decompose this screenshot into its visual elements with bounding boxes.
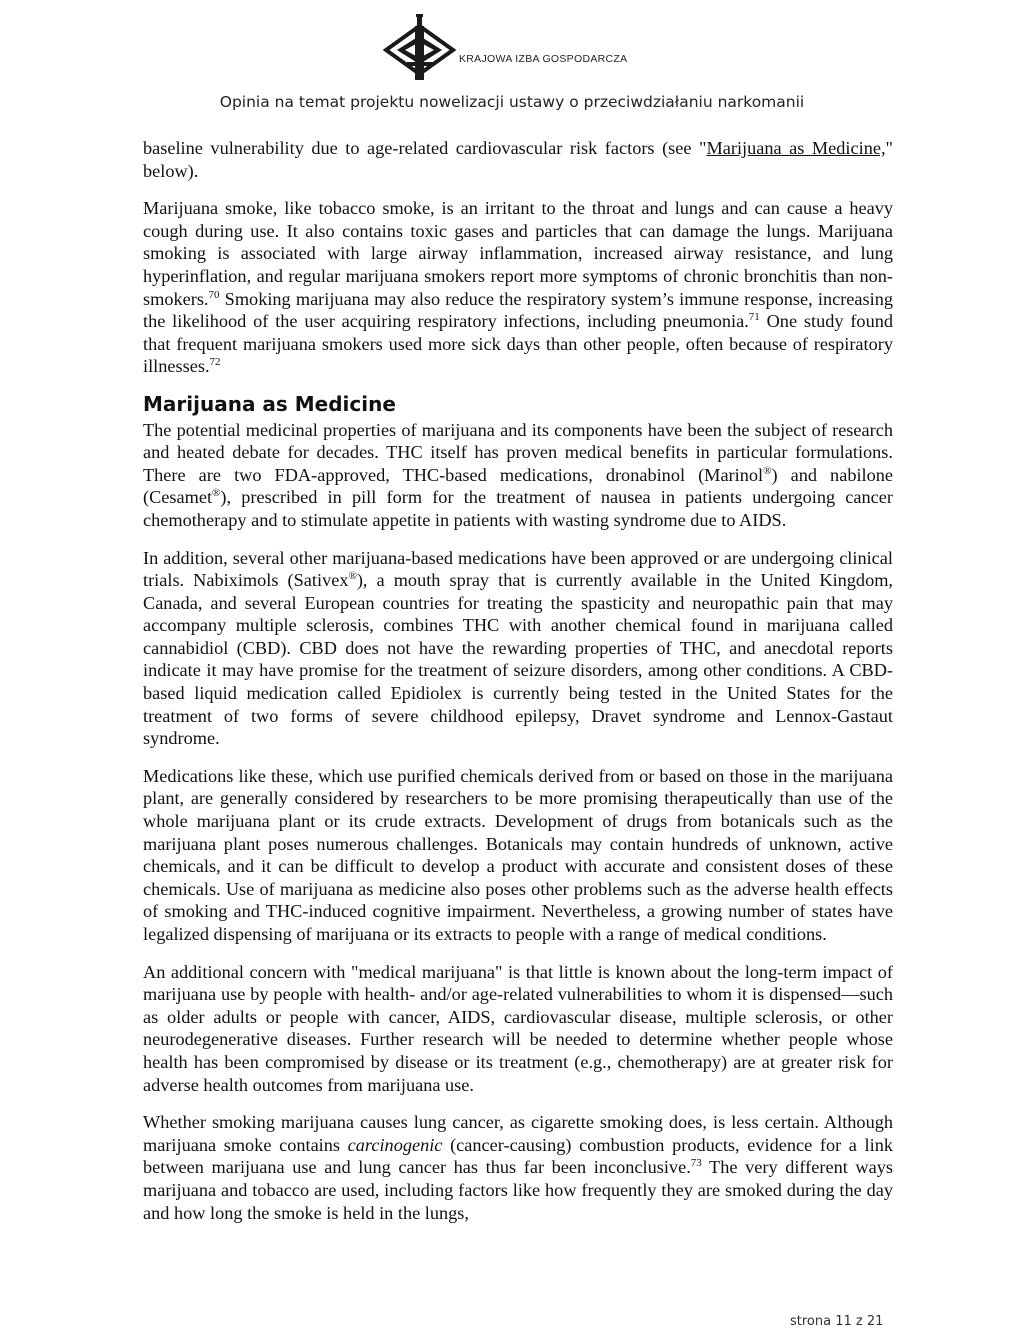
paragraph-1: baseline vulnerability due to age-related cardiovascular risk factors (see "Marijuana as Medicine," below). [143,138,893,181]
paragraph-3: The potential medicinal properties of marijuana and its components have been the subject of research and heated debate for decades. THC itself has proven medical benefits in particular formulations. There are two FDA-approved, THC-based medications, dronabinol (Marinol®) and nabilone (Cesamet®), prescribed in pill form for the treatment of nausea in patients undergoing cancer chemotherapy and to stimulate appetite in patients with wasting syndrome due to AIDS. [143,419,894,530]
registered-mark: ® [212,487,221,500]
footnote-ref: 70 [208,288,220,301]
footnote-ref: 72 [209,356,221,369]
section-heading: Marijuana as Medicine [143,391,396,416]
paragraph-6: An additional concern with "medical marijuana" is that little is known about the long-term impact of marijuana use by people with health- and/or age-related vulnerabilities to whom it is dispensed—such as older adults or people with cancer, AIDS, cardiovascular disease, multiple sclerosis, or other neurodegenerative diseases. Further research will be needed to determine whether people whose health has been compromised by disease or its treatment (e.g., chemotherapy) are at greater risk for adverse health outcomes from marijuana use. [143,961,893,1095]
organization-name: KRAJOWA IZBA GOSPODARCZA [459,53,628,65]
emphasized-term: carcinogenic [347,1134,443,1155]
paragraph-4: In addition, several other marijuana-based medications have been approved or are undergoing clinical trials. Nabiximols (Sativex®), a mouth spray that is currently available in the United Kingdom, Canada, and several European countries for treating the spasticity and neuropathic pain that may accompany multiple sclerosis, combines THC with another chemical found in marijuana called cannabidiol (CBD). CBD does not have the rewarding properties of THC, and anecdotal reports indicate it may have promise for the treatment of seizure disorders, among other conditions. A CBD-based liquid medication called Epidiolex is currently being tested in the United States for the treatment of two forms of severe childhood epilepsy, Dravet syndrome and Lennox-Gastaut syndrome. [143,547,894,749]
footnote-ref: 73 [690,1157,702,1170]
paragraph-2: Marijuana smoke, like tobacco smoke, is an irritant to the throat and lungs and can cause a heavy cough during use. It also contains toxic gases and particles that can damage the lungs. Marijuana smoking is associated with large airway inflammation, increased airway resistance, and lung hyperinflation, and regular marijuana smokers report more symptoms of chronic bronchitis than non-smokers.$^{70}$ Smoking marijuana may also reduce the respiratory system’s immune response, increasing the likelihood of the user acquiring respiratory infections, including pneumonia.$^{71}$ One study found that frequent marijuana smokers used more sick days than other people, often because of respiratory illnesses.$^{72}$ [143,198,893,377]
kig-emblem-icon [383,12,457,82]
registered-mark: ® [763,464,772,477]
footnote-ref: 71 [748,311,760,324]
page-number: strona 11 z 21 [790,1314,884,1329]
section-reference-link[interactable]: Marijuana as Medicine, [706,138,886,158]
page-header [0,0,1024,120]
registered-mark: ® [348,570,357,583]
document-body [143,137,893,1239]
document-subtitle: Opinia na temat projektu nowelizacji ustawy o przeciwdziałaniu narkomanii [219,93,805,111]
paragraph-5: Medications like these, which use purified chemicals derived from or based on those in the marijuana plant, are generally considered by researchers to be more promising therapeutically than use of the whole marijuana plant or its crude extracts. Development of drugs from botanicals such as the marijuana plant poses numerous challenges. Botanicals may contain hundreds of unknown, active chemicals, and it can be difficult to develop a product with accurate and consistent doses of these chemicals. Use of marijuana as medicine also poses other problems such as the adverse health effects of smoking and THC-induced cognitive impairment. Nevertheless, a growing number of states have legalized dispensing of marijuana or its extracts to people with a range of medical conditions. [143,765,893,944]
paragraph-7: Whether smoking marijuana causes lung cancer, as cigarette smoking does, is less certain. Although marijuana smoke contains carcinogenic (cancer-causing) combustion products, evidence for a link between marijuana use and lung cancer has thus far been inconclusive.$^{73}$ The very different ways marijuana and tobacco are used, including factors like how frequently they are smoked during the day and how long the smoke is held in the lungs, [143,1112,894,1223]
